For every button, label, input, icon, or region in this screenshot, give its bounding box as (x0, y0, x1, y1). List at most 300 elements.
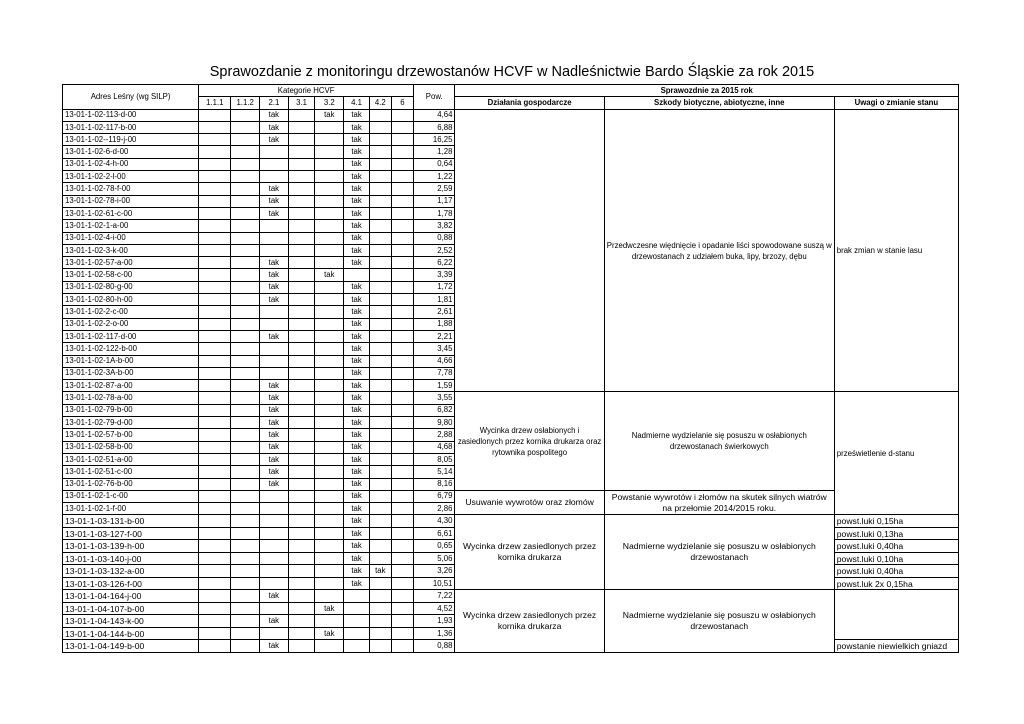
row-category-cell (259, 232, 288, 244)
row-category-cell (391, 195, 413, 207)
row-category-cell (391, 244, 413, 256)
row-area: 1,78 (414, 207, 455, 219)
row-category-cell (259, 490, 288, 502)
row-area: 2,88 (414, 429, 455, 441)
row-category-cell (199, 109, 231, 121)
row-category-cell (315, 367, 344, 379)
row-category-cell: tak (369, 565, 391, 578)
row-category-cell (231, 306, 259, 318)
row-category-cell: tak (259, 392, 288, 404)
row-category-cell (391, 134, 413, 146)
row-category-cell: tak (344, 441, 369, 453)
table-row (63, 392, 959, 404)
row-area: 6,61 (414, 527, 455, 540)
row-address: 13-01-1-02-80-h-00 (63, 294, 199, 306)
row-category-cell (231, 577, 259, 590)
row-category-cell (369, 134, 391, 146)
row-category-cell (369, 207, 391, 219)
row-category-cell (231, 602, 259, 615)
row-area: 3,26 (414, 565, 455, 578)
row-category-cell (288, 207, 314, 219)
row-category-cell (199, 527, 231, 540)
row-area: 1,36 (414, 627, 455, 640)
row-address: 13-01-1-02-1-c-00 (63, 490, 199, 502)
row-category-cell (259, 627, 288, 640)
row-category-cell (369, 552, 391, 565)
row-note: powstanie niewielkich gniazd (834, 640, 958, 653)
row-category-cell: tak (344, 540, 369, 553)
row-category-cell (288, 220, 314, 232)
row-category-cell (369, 540, 391, 553)
row-category-cell (391, 478, 413, 490)
row-category-cell: tak (259, 269, 288, 281)
row-category-cell (231, 134, 259, 146)
row-address: 13-01-1-02-113-d-00 (63, 109, 199, 121)
row-address: 13-01-1-03-140-j-00 (63, 552, 199, 565)
row-category-cell: tak (344, 244, 369, 256)
row-category-cell (231, 380, 259, 392)
row-address: 13-01-1-02-51-a-00 (63, 453, 199, 465)
row-category-cell (391, 453, 413, 465)
row-category-cell (315, 392, 344, 404)
row-address: 13-01-1-02-117-b-00 (63, 121, 199, 133)
row-category-cell: tak (344, 466, 369, 478)
row-category-cell (315, 540, 344, 553)
row-category-cell (391, 380, 413, 392)
row-category-cell: tak (315, 109, 344, 121)
row-category-cell (199, 257, 231, 269)
row-category-cell (231, 527, 259, 540)
row-category-cell (391, 330, 413, 342)
row-category-cell (315, 590, 344, 603)
row-category-cell (315, 615, 344, 628)
row-category-cell: tak (259, 207, 288, 219)
row-category-cell (369, 602, 391, 615)
hcvf-report-table (62, 84, 959, 653)
row-category-cell (288, 183, 314, 195)
row-category-cell: tak (344, 195, 369, 207)
row-category-cell: tak (344, 417, 369, 429)
row-category-cell: tak (315, 627, 344, 640)
header-category-2: 2.1 (259, 97, 288, 109)
row-category-cell (315, 343, 344, 355)
row-category-cell (369, 171, 391, 183)
row-category-cell: tak (344, 367, 369, 379)
row-category-cell: tak (259, 281, 288, 293)
row-address: 13-01-1-02-2-c-00 (63, 306, 199, 318)
row-category-cell (231, 615, 259, 628)
row-address: 13-01-1-02-78-i-00 (63, 195, 199, 207)
row-category-cell: tak (259, 195, 288, 207)
row-category-cell (199, 392, 231, 404)
row-category-cell (199, 515, 231, 528)
row-category-cell (369, 109, 391, 121)
row-category-cell: tak (315, 602, 344, 615)
row-category-cell (231, 627, 259, 640)
row-category-cell (288, 527, 314, 540)
row-category-cell: tak (259, 294, 288, 306)
row-category-cell (231, 281, 259, 293)
page-title: Sprawozdanie z monitoringu drzewostanów HCVF w Nadleśnictwie Bardo Śląskie za rok 2015 (209, 64, 815, 80)
row-note: powst.luki 0,40ha (834, 540, 958, 553)
row-category-cell (391, 602, 413, 615)
row-category-cell (231, 269, 259, 281)
row-category-cell (231, 109, 259, 121)
row-category-cell (391, 577, 413, 590)
row-category-cell (369, 355, 391, 367)
row-category-cell (288, 146, 314, 158)
row-category-cell (391, 615, 413, 628)
row-category-cell (369, 615, 391, 628)
row-category-cell (315, 565, 344, 578)
row-category-cell (315, 490, 344, 502)
row-category-cell (391, 294, 413, 306)
row-category-cell (369, 478, 391, 490)
row-area: 2,21 (414, 330, 455, 342)
row-category-cell (288, 195, 314, 207)
row-category-cell (199, 330, 231, 342)
row-category-cell (288, 318, 314, 330)
row-category-cell: tak (344, 281, 369, 293)
row-category-cell (315, 232, 344, 244)
row-category-cell (315, 158, 344, 170)
row-category-cell (231, 540, 259, 553)
row-category-cell (199, 195, 231, 207)
row-area: 2,52 (414, 244, 455, 256)
row-category-cell (315, 515, 344, 528)
row-category-cell: tak (259, 134, 288, 146)
row-category-cell (231, 121, 259, 133)
row-note: powst.luki 0,10ha (834, 552, 958, 565)
row-category-cell (231, 355, 259, 367)
row-category-cell (391, 490, 413, 502)
row-area: 1,28 (414, 146, 455, 158)
row-area: 2,61 (414, 306, 455, 318)
row-category-cell (199, 294, 231, 306)
row-address: 13-01-1-04-144-b-00 (63, 627, 199, 640)
row-category-cell (369, 627, 391, 640)
row-category-cell (369, 392, 391, 404)
row-category-cell: tak (259, 380, 288, 392)
row-category-cell: tak (344, 220, 369, 232)
row-category-cell (259, 306, 288, 318)
row-category-cell (199, 478, 231, 490)
row-address: 13-01-1-02-2-o-00 (63, 318, 199, 330)
row-category-cell (259, 220, 288, 232)
row-address: 13-01-1-03-131-b-00 (63, 515, 199, 528)
row-category-cell (391, 429, 413, 441)
row-category-cell: tak (344, 109, 369, 121)
group-damage: Przedwczesne więdnięcie i opadanie liści spowodowane suszą w drzewostanach z udziałem buka, lipy, brzozy, dębu (604, 109, 834, 392)
row-area: 5,06 (414, 552, 455, 565)
row-category-cell (344, 615, 369, 628)
row-category-cell: tak (344, 158, 369, 170)
row-category-cell: tak (259, 109, 288, 121)
row-category-cell (315, 281, 344, 293)
row-category-cell (231, 490, 259, 502)
row-category-cell (391, 515, 413, 528)
row-category-cell: tak (344, 146, 369, 158)
row-category-cell (199, 417, 231, 429)
row-category-cell: tak (344, 306, 369, 318)
table-row (63, 109, 959, 121)
row-category-cell (391, 281, 413, 293)
row-address: 13-01-1-04-149-b-00 (63, 640, 199, 653)
row-category-cell (315, 244, 344, 256)
group-damage: Nadmierne wydzielanie się posuszu w osłabionych drzewostanach (604, 590, 834, 653)
row-category-cell (259, 577, 288, 590)
row-category-cell (199, 244, 231, 256)
row-category-cell (288, 503, 314, 515)
row-area: 0,88 (414, 232, 455, 244)
row-category-cell: tak (344, 171, 369, 183)
row-category-cell (231, 478, 259, 490)
row-category-cell (391, 158, 413, 170)
row-category-cell (199, 355, 231, 367)
row-category-cell (369, 257, 391, 269)
row-area: 4,68 (414, 441, 455, 453)
row-category-cell: tak (259, 417, 288, 429)
row-area: 6,82 (414, 404, 455, 416)
header-activities: Działania gospodarcze (455, 97, 604, 109)
row-category-cell (231, 453, 259, 465)
row-category-cell (231, 171, 259, 183)
row-category-cell (288, 404, 314, 416)
row-category-cell (199, 565, 231, 578)
row-category-cell (315, 306, 344, 318)
row-category-cell (369, 417, 391, 429)
header-category-0: 1.1.1 (199, 97, 231, 109)
row-category-cell (344, 269, 369, 281)
row-category-cell (315, 355, 344, 367)
row-category-cell (315, 466, 344, 478)
row-category-cell (315, 207, 344, 219)
row-category-cell: tak (259, 615, 288, 628)
row-category-cell: tak (259, 466, 288, 478)
row-area: 1,17 (414, 195, 455, 207)
row-category-cell (315, 441, 344, 453)
row-area: 0,65 (414, 540, 455, 553)
row-address: 13-01-1-03-127-f-00 (63, 527, 199, 540)
row-area: 2,59 (414, 183, 455, 195)
row-address: 13-01-1-02-79-b-00 (63, 404, 199, 416)
row-category-cell (231, 640, 259, 653)
row-area: 1,72 (414, 281, 455, 293)
row-address: 13-01-1-02-3-k-00 (63, 244, 199, 256)
header-category-5: 4.1 (344, 97, 369, 109)
row-category-cell: tak (259, 257, 288, 269)
row-category-cell: tak (259, 404, 288, 416)
row-address: 13-01-1-02-122-b-00 (63, 343, 199, 355)
row-address: 13-01-1-04-164-j-00 (63, 590, 199, 603)
row-area: 6,22 (414, 257, 455, 269)
row-category-cell (391, 503, 413, 515)
row-address: 13-01-1-04-107-b-00 (63, 602, 199, 615)
row-category-cell (231, 590, 259, 603)
row-category-cell (391, 404, 413, 416)
group-damage: Nadmierne wydzielanie się posuszu w osłabionych drzewostanach (604, 515, 834, 590)
row-category-cell (288, 343, 314, 355)
header-notes: Uwagi o zmianie stanu (834, 97, 958, 109)
row-category-cell (259, 602, 288, 615)
row-category-cell (259, 540, 288, 553)
row-category-cell (391, 146, 413, 158)
row-category-cell (199, 306, 231, 318)
row-category-cell (369, 441, 391, 453)
row-category-cell (391, 392, 413, 404)
row-category-cell (391, 552, 413, 565)
row-category-cell (344, 640, 369, 653)
row-note: powst.luki 0,40ha (834, 565, 958, 578)
row-address: 13-01-1-02-58-b-00 (63, 441, 199, 453)
row-category-cell (391, 269, 413, 281)
row-category-cell (315, 552, 344, 565)
row-category-cell (231, 244, 259, 256)
row-category-cell: tak (344, 392, 369, 404)
row-category-cell: tak (344, 490, 369, 502)
row-area: 3,45 (414, 343, 455, 355)
row-note: powst.luki 0,15ha (834, 515, 958, 528)
row-area: 1,22 (414, 171, 455, 183)
row-category-cell (391, 627, 413, 640)
row-category-cell: tak (344, 503, 369, 515)
row-note: powst.luk 2x 0,15ha (834, 577, 958, 590)
row-category-cell (369, 318, 391, 330)
row-area: 4,30 (414, 515, 455, 528)
row-address: 13-01-1-02-80-g-00 (63, 281, 199, 293)
row-category-cell (288, 306, 314, 318)
row-category-cell (259, 146, 288, 158)
row-category-cell (344, 590, 369, 603)
row-category-cell (391, 417, 413, 429)
row-category-cell (391, 183, 413, 195)
row-category-cell (288, 640, 314, 653)
row-category-cell (199, 380, 231, 392)
row-category-cell (391, 220, 413, 232)
row-category-cell (369, 294, 391, 306)
row-note (834, 590, 958, 640)
row-address: 13-01-1-03-132-a-00 (63, 565, 199, 578)
row-category-cell (369, 281, 391, 293)
row-address: 13-01-1-03-126-f-00 (63, 577, 199, 590)
row-category-cell (288, 269, 314, 281)
header-category-4: 3.2 (315, 97, 344, 109)
row-category-cell (199, 281, 231, 293)
row-area: 1,59 (414, 380, 455, 392)
row-category-cell (315, 527, 344, 540)
row-category-cell (288, 158, 314, 170)
row-category-cell (369, 330, 391, 342)
row-category-cell (391, 306, 413, 318)
row-category-cell (369, 343, 391, 355)
row-category-cell (369, 404, 391, 416)
row-category-cell (369, 590, 391, 603)
row-category-cell (231, 515, 259, 528)
row-area: 4,66 (414, 355, 455, 367)
row-category-cell (288, 281, 314, 293)
row-category-cell (288, 515, 314, 528)
row-category-cell (259, 244, 288, 256)
row-category-cell (369, 183, 391, 195)
row-category-cell (231, 503, 259, 515)
row-category-cell (288, 417, 314, 429)
group-activities: Usuwanie wywrotów oraz złomów (455, 490, 604, 515)
row-category-cell (315, 121, 344, 133)
row-category-cell: tak (344, 565, 369, 578)
row-category-cell (315, 318, 344, 330)
header-categories: Kategorie HCVF (199, 85, 414, 97)
row-category-cell (391, 109, 413, 121)
row-category-cell (315, 577, 344, 590)
row-address: 13-01-1-02-57-a-00 (63, 257, 199, 269)
row-area: 0,64 (414, 158, 455, 170)
row-area: 1,81 (414, 294, 455, 306)
row-category-cell: tak (259, 441, 288, 453)
row-category-cell (231, 466, 259, 478)
row-category-cell (199, 134, 231, 146)
row-category-cell (288, 615, 314, 628)
row-category-cell (288, 429, 314, 441)
row-category-cell (369, 577, 391, 590)
row-category-cell (369, 306, 391, 318)
row-area: 1,88 (414, 318, 455, 330)
row-category-cell (288, 294, 314, 306)
row-category-cell (288, 134, 314, 146)
row-category-cell (315, 453, 344, 465)
row-area: 7,78 (414, 367, 455, 379)
row-category-cell: tak (259, 429, 288, 441)
row-category-cell (199, 121, 231, 133)
row-category-cell: tak (344, 207, 369, 219)
row-category-cell: tak (344, 404, 369, 416)
row-category-cell: tak (259, 478, 288, 490)
row-category-cell: tak (259, 590, 288, 603)
row-category-cell (315, 171, 344, 183)
group-activities: Wycinka drzew zasiedlonych przez kornika drukarza (455, 515, 604, 590)
row-category-cell (259, 171, 288, 183)
row-area: 8,16 (414, 478, 455, 490)
row-category-cell: tak (344, 257, 369, 269)
row-address: 13-01-1-02-87-a-00 (63, 380, 199, 392)
row-category-cell (259, 158, 288, 170)
row-category-cell (288, 540, 314, 553)
row-category-cell (315, 195, 344, 207)
row-category-cell: tak (344, 343, 369, 355)
row-category-cell: tak (259, 640, 288, 653)
row-category-cell (391, 232, 413, 244)
row-note: powst.luki 0,13ha (834, 527, 958, 540)
row-category-cell (369, 515, 391, 528)
row-category-cell (288, 627, 314, 640)
row-category-cell (369, 503, 391, 515)
row-category-cell (199, 318, 231, 330)
row-address: 13-01-1-02-1A-b-00 (63, 355, 199, 367)
row-address: 13-01-1-02-4-h-00 (63, 158, 199, 170)
row-category-cell (199, 615, 231, 628)
row-category-cell (231, 146, 259, 158)
row-address: 13-01-1-02-1-f-00 (63, 503, 199, 515)
row-area: 0,88 (414, 640, 455, 653)
row-category-cell (288, 552, 314, 565)
row-category-cell (369, 640, 391, 653)
row-category-cell (199, 158, 231, 170)
row-category-cell (315, 183, 344, 195)
group-activities: Wycinka drzew osłabionych i zasiedlonych przez kornika drukarza oraz rytownika pospolitego (455, 392, 604, 490)
row-address: 13-01-1-03-139-h-00 (63, 540, 199, 553)
group-activities: Wycinka drzew zasiedlonych przez kornika drukarza (455, 590, 604, 653)
row-category-cell (231, 417, 259, 429)
row-category-cell (259, 565, 288, 578)
